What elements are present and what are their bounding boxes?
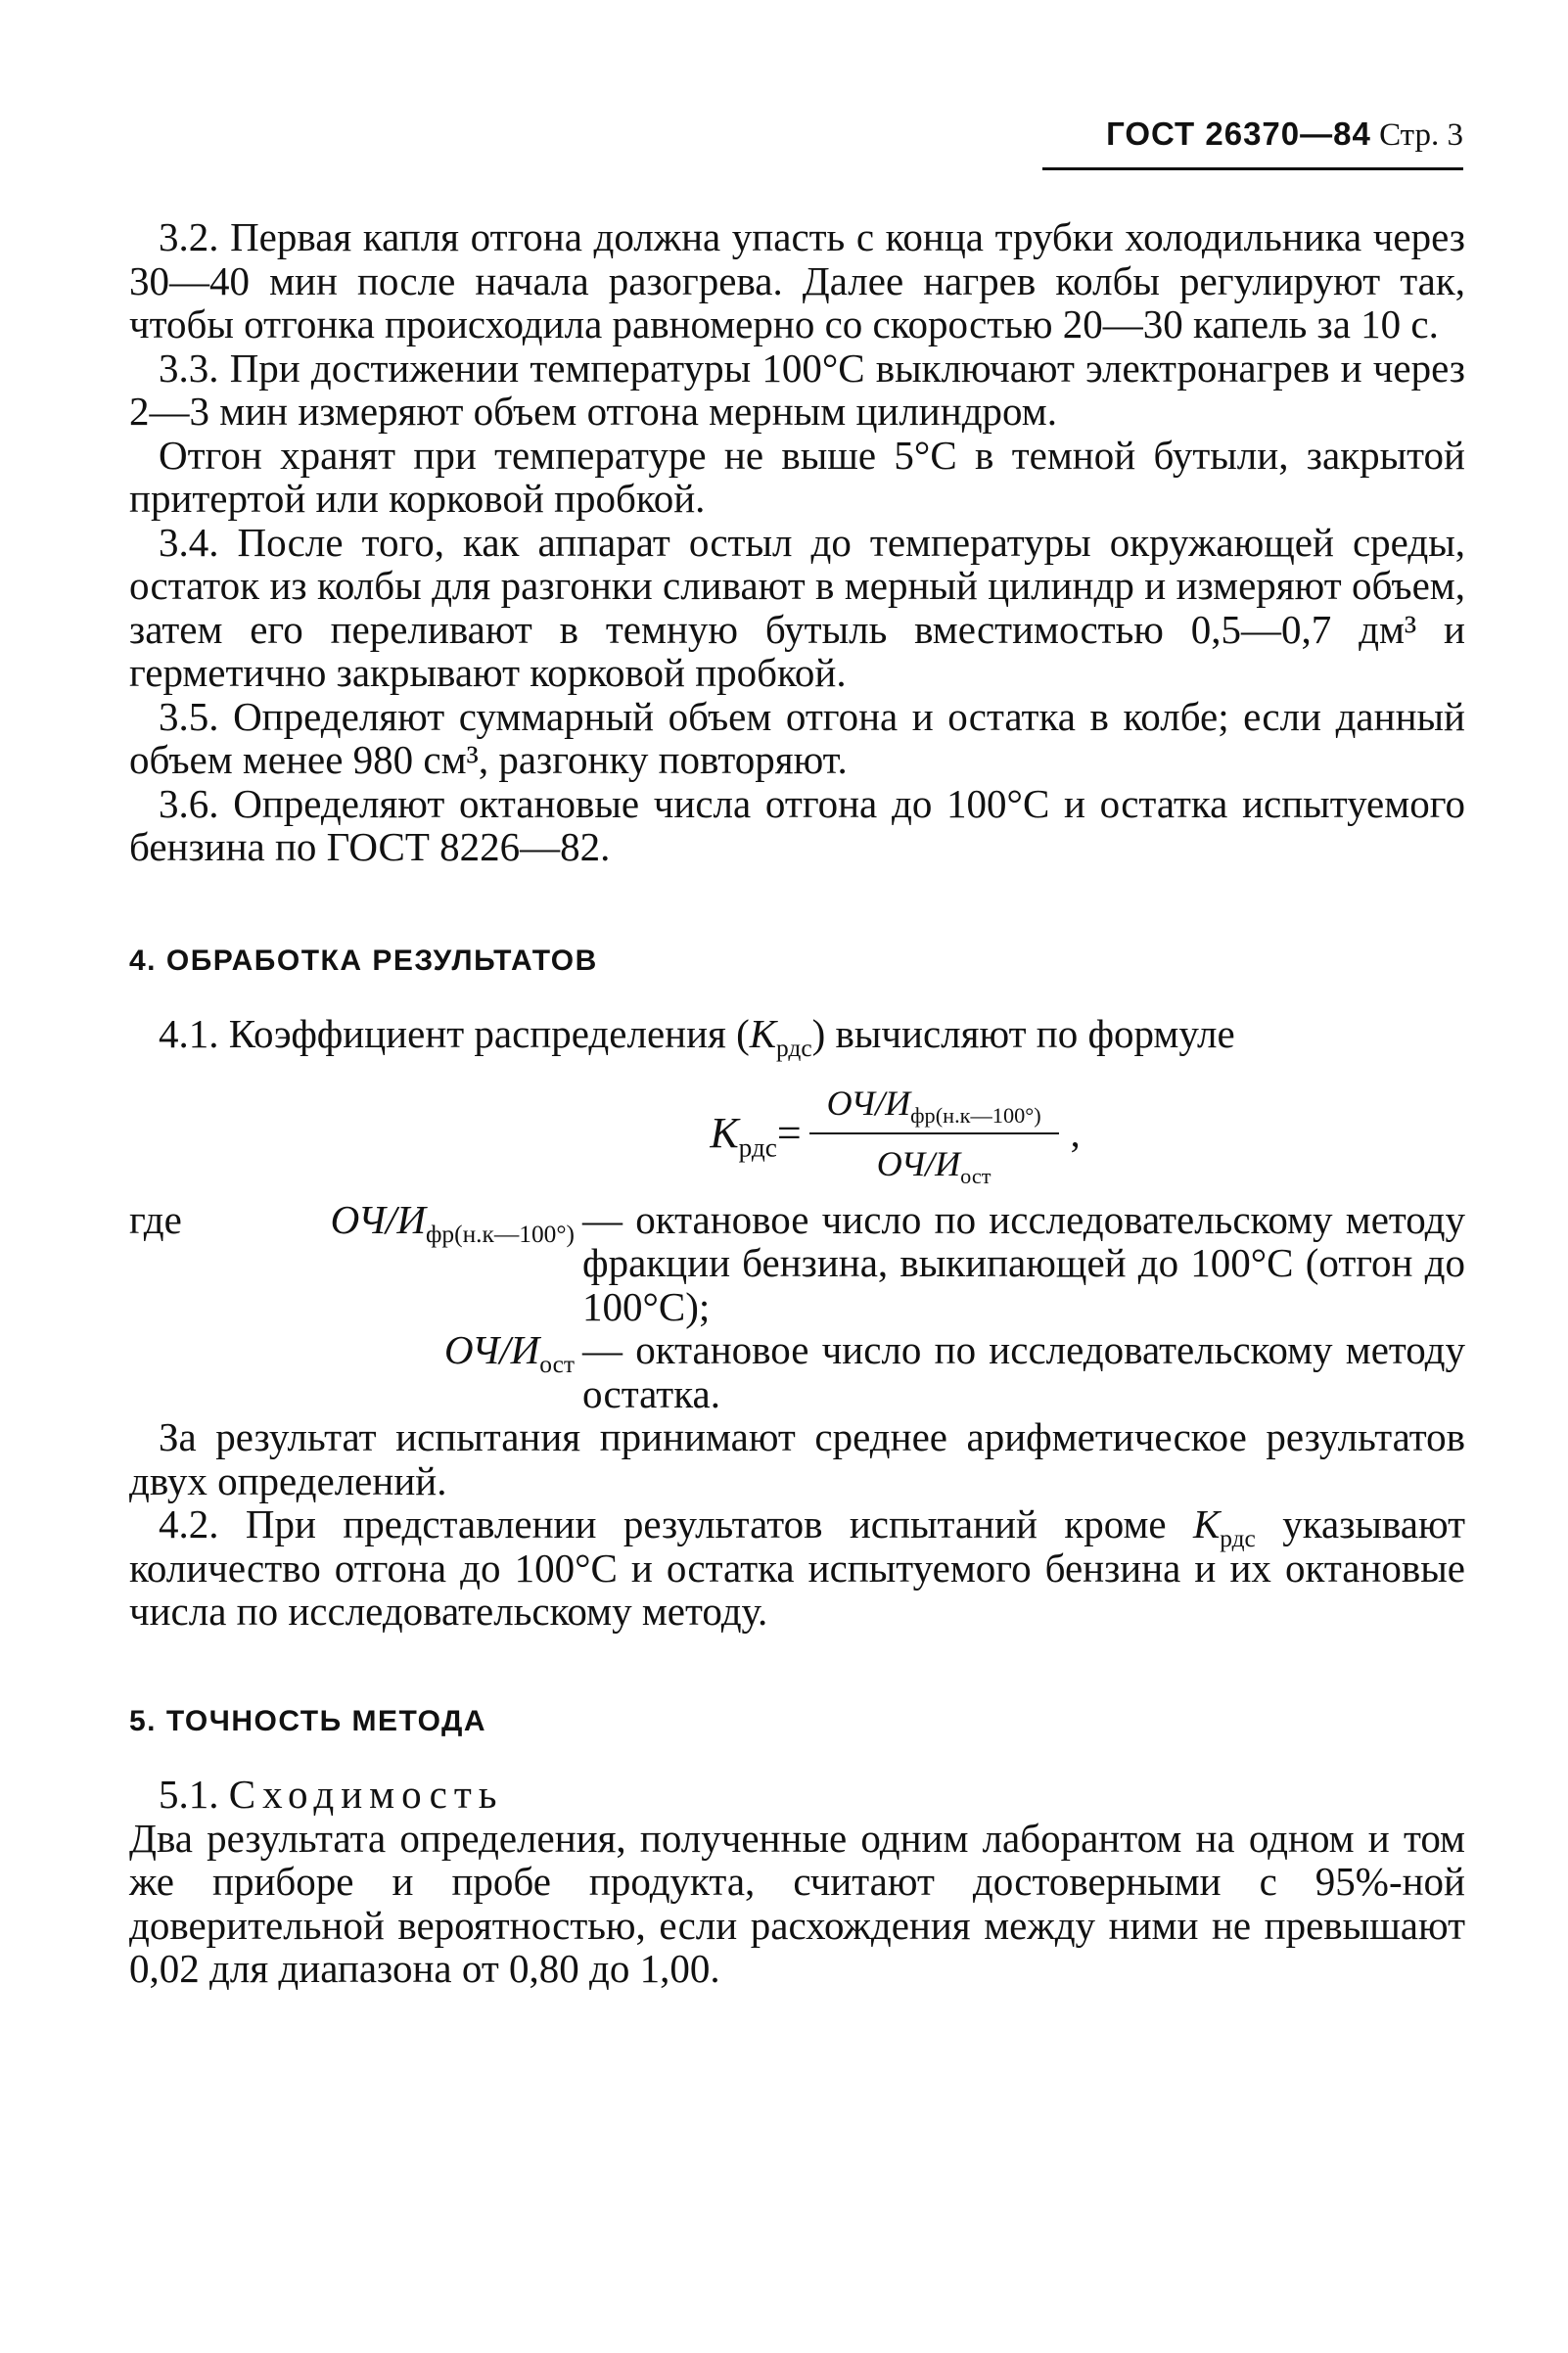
paragraph-3-2: 3.2. Первая капля отгона должна упасть с конца трубки холодильника через 30—40 мин после начала разогрева. Далее нагрев колбы регулируют так, чтобы отгонка происходила равномерно со скоростью 20—30 капель за 10 с. bbox=[129, 214, 1465, 346]
paragraph-3-3: 3.3. При достижении температуры 100°С выключают электронагрев и через 2—3 мин измеряют объем отгона мерным цилиндром. bbox=[129, 345, 1465, 434]
paragraph-3-4: 3.4. После того, как аппарат остыл до температуры окружающей среды, остаток из колбы для разгонки сливают в мерный цилиндр и измеряют объем, затем его переливают в темную бутыль вместимостью 0,5—0,7 дм³ и герметично закрывают корковой пробкой. bbox=[129, 519, 1465, 695]
section-5-heading: 5. ТОЧНОСТЬ МЕТОДА bbox=[129, 1704, 487, 1737]
formula-lhs: $К_{рдс}=$ bbox=[710, 1108, 802, 1163]
definition-row-fraction: где $ОЧ/И_{фр(н.к—100^\circ)}$ — октановое число по исследовательскому методу фракции бензина, выкипающей до 100°С (отгон до 100°С); bbox=[129, 1196, 1465, 1329]
paragraph-5-1: Два результата определения, полученные одним лаборантом на одном и том же приборе и пробе продукта, считают достоверными с 95%-ной доверительной вероятностью, если расхождения между ними не превышают 0,02 для диапазона от 0,80 до 1,00. bbox=[129, 1815, 1465, 1991]
page-number: Стр. 3 bbox=[1379, 117, 1463, 153]
formula-comma: , bbox=[1070, 1110, 1081, 1155]
definition-text-fraction: — октановое число по исследовательскому методу фракции бензина, выкипающей до 100°С (отгон до 100°С); bbox=[582, 1196, 1465, 1329]
paragraph-result: За результат испытания принимают среднее арифметическое результатов двух определений. bbox=[129, 1414, 1465, 1503]
definition-text-residue: — октановое число по исследовательскому методу остатка. bbox=[582, 1327, 1465, 1416]
section-4-heading: 4. ОБРАБОТКА РЕЗУЛЬТАТОВ bbox=[129, 944, 598, 977]
formula-numerator: $ОЧ/И_{фр(н.к—100^\circ)}$ bbox=[809, 1082, 1059, 1135]
subsection-5-1: 5.1. Сходимость bbox=[159, 1772, 504, 1817]
document-body bbox=[129, 215, 1465, 1991]
paragraph-3-5: 3.5. Определяют суммарный объем отгона и остатка в колбе; если данный объем менее 980 см³, разгонку повторяют. bbox=[129, 693, 1465, 782]
paragraph-4-1: 4.1. Коэффициент распределения $(К_{рдс})$ вычисляют по формуле bbox=[159, 1011, 1235, 1062]
paragraph-storage: Отгон хранят при температуре не выше 5°С в темной бутыли, закрытой притертой или корковой пробкой. bbox=[129, 432, 1465, 521]
standard-number: ГОСТ 26370—84 bbox=[1106, 115, 1371, 152]
paragraph-4-2: 4.2. При представлении результатов испытаний кроме $К_{рдс}$ указывают количество отгона до 100°С и остатка испытуемого бензина и их октановые числа по исследовательскому методу. bbox=[129, 1501, 1465, 1634]
formula-fraction bbox=[809, 1082, 1059, 1186]
page-header bbox=[1042, 115, 1463, 170]
formula-denominator: $ОЧ/И_{ост}$ bbox=[876, 1144, 992, 1188]
definition-row-residue: $ОЧ/И_{ост}$ — октановое число по исследовательскому методу остатка. bbox=[443, 1327, 1465, 1416]
distribution-coefficient-formula bbox=[325, 1082, 1465, 1186]
where-label: где bbox=[129, 1196, 182, 1242]
paragraph-3-6: 3.6. Определяют октановые числа отгона до 100°С и остатка испытуемого бензина по ГОСТ 8226—82. bbox=[129, 780, 1465, 869]
formula-definitions bbox=[129, 1198, 1465, 1416]
